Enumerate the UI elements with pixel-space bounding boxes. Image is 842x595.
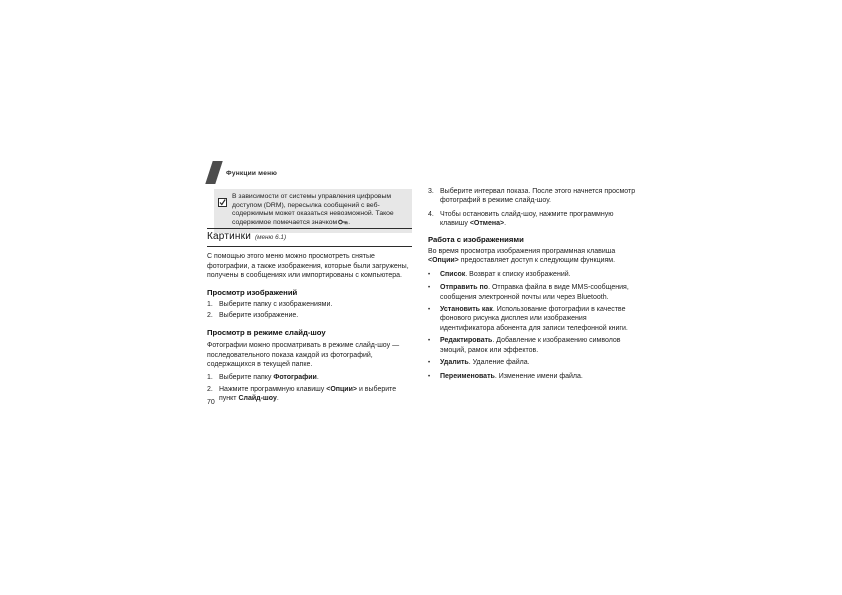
options-list [428,270,638,382]
step-number: 1. [207,374,213,382]
bullet-icon: • [428,338,431,345]
option-text: Редактировать. Добавление к изображению символов эмоций, рамок или эффектов. [440,337,621,354]
step-number: 2. [207,385,213,393]
note-text-body: В зависимости от системы управления цифровым доступом (DRM), пересылка сообщений с веб-содержимым может оказаться невозможной. Такое содержимое помечается значком [232,193,394,226]
list-item [428,305,638,333]
page-number: 70 [207,399,215,406]
list-item [207,373,412,382]
chapter-slash-icon [205,161,222,184]
bullet-icon: • [428,307,431,314]
left-column [207,228,412,406]
step-number: 2. [207,312,213,320]
note-checkbox-icon [218,194,227,228]
steps-view-images [207,300,412,321]
option-text: Установить как. Использование фотографии в качестве фонового рисунка дисплея или изображения идентификатора абонента для записи телефонной книги. [440,306,628,332]
step-text: Нажмите программную клавишу <Опции> и выберите пункт Слайд-шоу. [219,385,397,403]
bullet-icon: • [428,360,431,367]
section-title: Картинки [207,231,251,242]
drm-note-box [214,189,412,233]
option-text: Удалить. Удаление файла. [440,359,530,367]
list-item [428,336,638,355]
bullet-icon: • [428,285,431,292]
list-item [207,311,412,320]
list-item [428,372,638,382]
note-text [232,193,407,228]
list-item [207,385,412,404]
subheading-working-with-images: Работа с изображениями [428,234,524,244]
steps-slideshow-continued [428,187,638,229]
section-heading [207,228,412,247]
option-text: Список. Возврат к списку изображений. [440,270,571,278]
list-item [207,300,412,309]
list-item [428,187,638,206]
step-text: Чтобы остановить слайд-шоу, нажмите программную клавишу <Отмена>. [440,210,614,228]
step-text: Выберите папку с изображениями. [219,301,333,309]
note-text-suffix: . [348,218,351,226]
slideshow-intro: Фотографии можно просматривать в режиме слайд-шоу — последовательного показа каждой из фотографий, содержащихся в текущей папке. [207,342,400,369]
option-text: Отправить по. Отправка файла в виде MMS-сообщения, сообщения электронной почты или через Bluetooth. [440,284,629,301]
subheading-slideshow: Просмотр в режиме слайд-шоу [207,327,326,337]
step-text: Выберите папку Фотографии. [219,374,319,382]
step-number: 4. [428,210,434,218]
step-text: Выберите изображение. [219,312,299,320]
section-menu-ref: (меню 6.1) [254,234,287,241]
step-number: 3. [428,188,434,195]
chapter-title: Функции меню [226,170,278,177]
list-item [428,270,638,280]
option-text: Переименовать. Изменение имени файла. [440,372,583,380]
subheading-view-images: Просмотр изображений [207,287,298,297]
options-intro: Во время просмотра изображения программная клавиша <Опции> предоставляет доступ к следующим функциям. [428,248,616,265]
bullet-icon: • [428,271,431,278]
bullet-icon: • [428,373,431,380]
right-column [428,187,638,384]
list-item [428,210,638,229]
step-text: Выберите интервал показа. После этого начнется просмотр фотографий в режиме слайд-шоу. [440,188,636,205]
section-intro: С помощью этого меню можно просмотреть снятые фотографии, а также изображения, которые были загружены, получены в сообщениях или импортированы с компьютера. [207,253,409,280]
step-number: 1. [207,301,213,309]
list-item [428,358,638,368]
list-item [428,283,638,302]
drm-key-icon [338,218,351,229]
steps-slideshow [207,373,412,403]
